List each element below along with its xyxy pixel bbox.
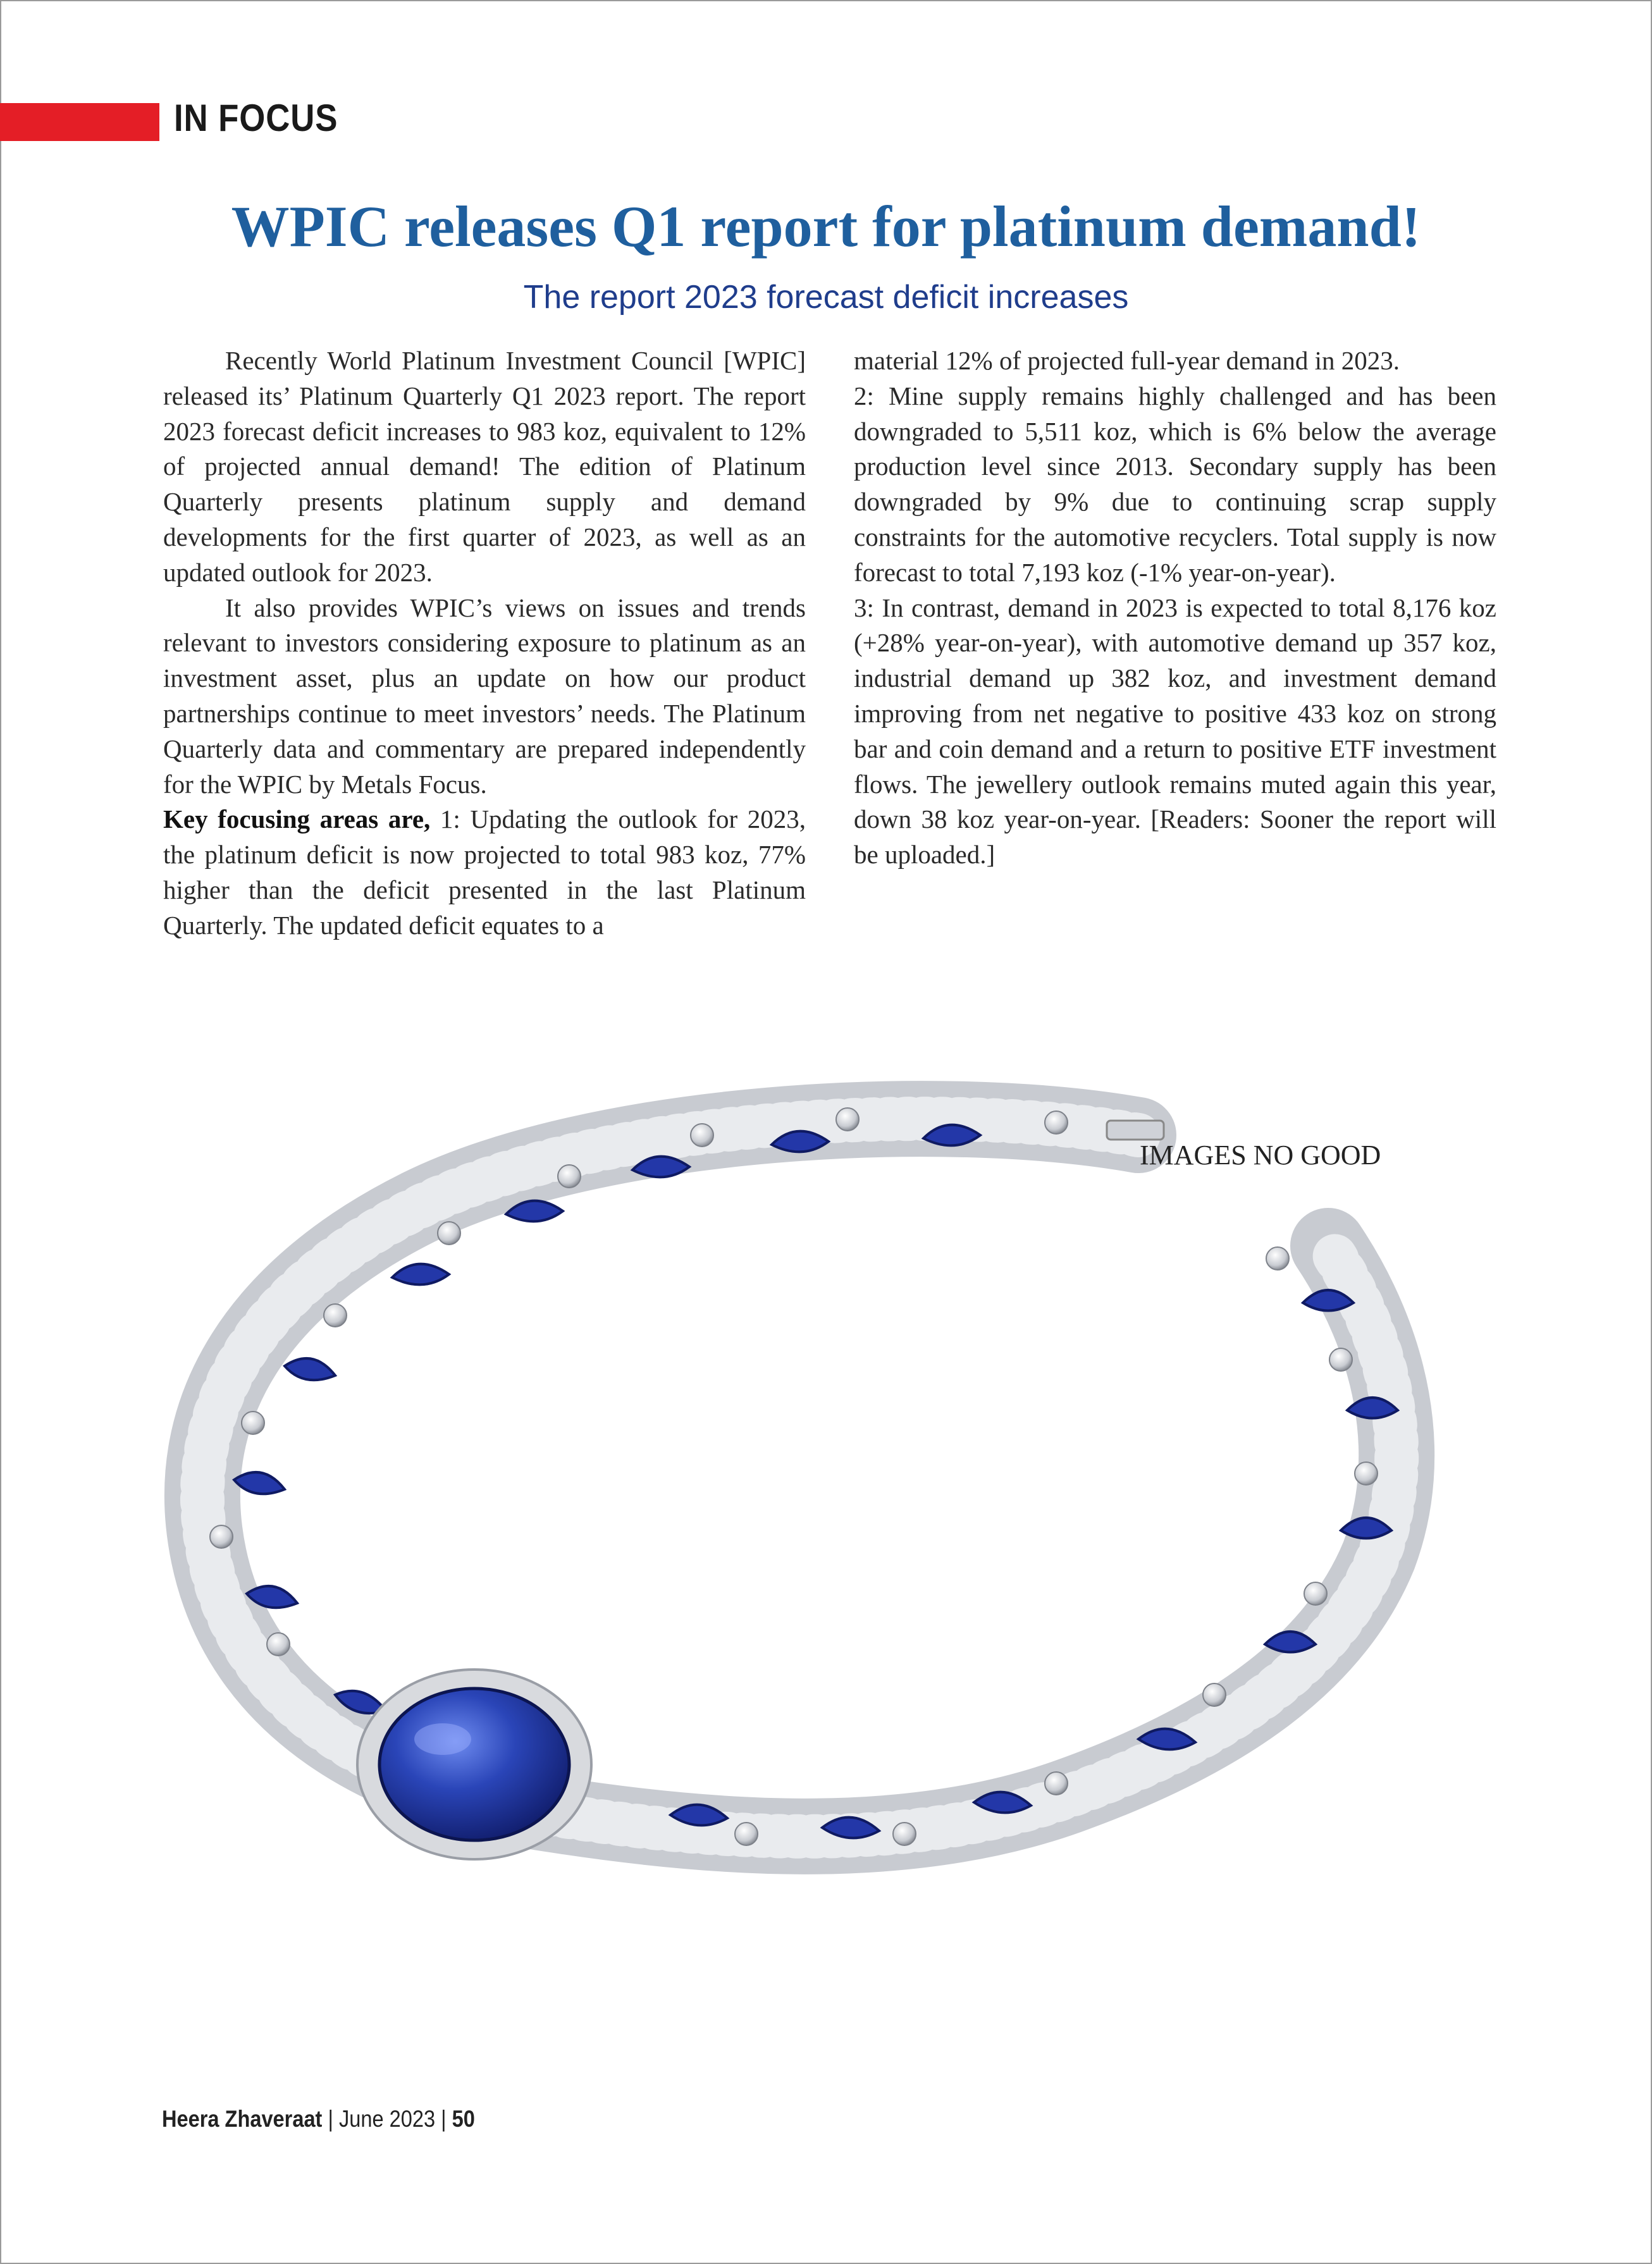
paragraph-text: 1: Updating the outlook for 2023, the platinum deficit is now projected to total 983 koz, 77% higher than the deficit presented in the last Platinum Quarterly. The updated deficit equates to a <box>163 804 806 940</box>
page-number: 50 <box>452 2106 475 2132</box>
paragraph: 2: Mine supply remains highly challenged and has been downgraded to 5,511 koz, which is 6% below the average production level since 2013. Secondary supply has been downgraded by 9% due to continuing scrap supply constraints for the automotive recyclers. Total supply is now forecast to total 7,193 koz (-1% year-on-year). <box>854 381 1496 587</box>
section-accent-bar <box>0 103 159 141</box>
publication-name: Heera Zhaveraat <box>162 2106 323 2132</box>
paragraph-lead: Key focusing areas are, <box>163 804 431 834</box>
left-column <box>163 343 806 944</box>
page-footer <box>162 2106 475 2132</box>
paragraph: 3: In contrast, demand in 2023 is expected to total 8,176 koz (+28% year-on-year), with automotive demand up 357 koz, industrial demand up 382 koz, and investment demand improving from net negative to positive 433 koz on strong bar and coin demand and a return to positive ETF investment flows. The jewellery outlook remains muted again this year, down 38 koz year-on-year. [Readers: Sooner the report will be uploaded.] <box>854 593 1496 870</box>
footer-separator: | <box>328 2106 333 2132</box>
right-column <box>854 343 1496 873</box>
section-label: IN FOCUS <box>174 97 338 139</box>
paragraph: material 12% of projected full-year demand in 2023. <box>854 346 1400 375</box>
paragraph <box>163 802 806 943</box>
paragraph: It also provides WPIC’s views on issues and trends relevant to investors considering exposure to platinum as an investment asset, plus an update on how our product partnerships continue to meet investors’ needs. The Platinum Quarterly data and commentary are prepared independently for the WPIC by Metals Focus. <box>163 593 806 799</box>
sapphire-necklace-image <box>152 1075 1512 1986</box>
issue-date: June 2023 <box>338 2106 436 2132</box>
paragraph: Recently World Platinum Investment Council [WPIC] released its’ Platinum Quarterly Q1 2023 report. The report 2023 forecast deficit increases to 983 koz, equivalent to 12% of projected annual demand! The edition of Platinum Quarterly presents platinum supply and demand developments for the first quarter of 2023, as well as an updated outlook for 2023. <box>163 346 806 587</box>
footer-separator: | <box>441 2106 447 2132</box>
article-headline: WPIC releases Q1 report for platinum demand! <box>231 194 1421 259</box>
image-caption: IMAGES NO GOOD <box>1140 1140 1381 1171</box>
article-subheadline: The report 2023 forecast deficit increases <box>523 279 1129 316</box>
